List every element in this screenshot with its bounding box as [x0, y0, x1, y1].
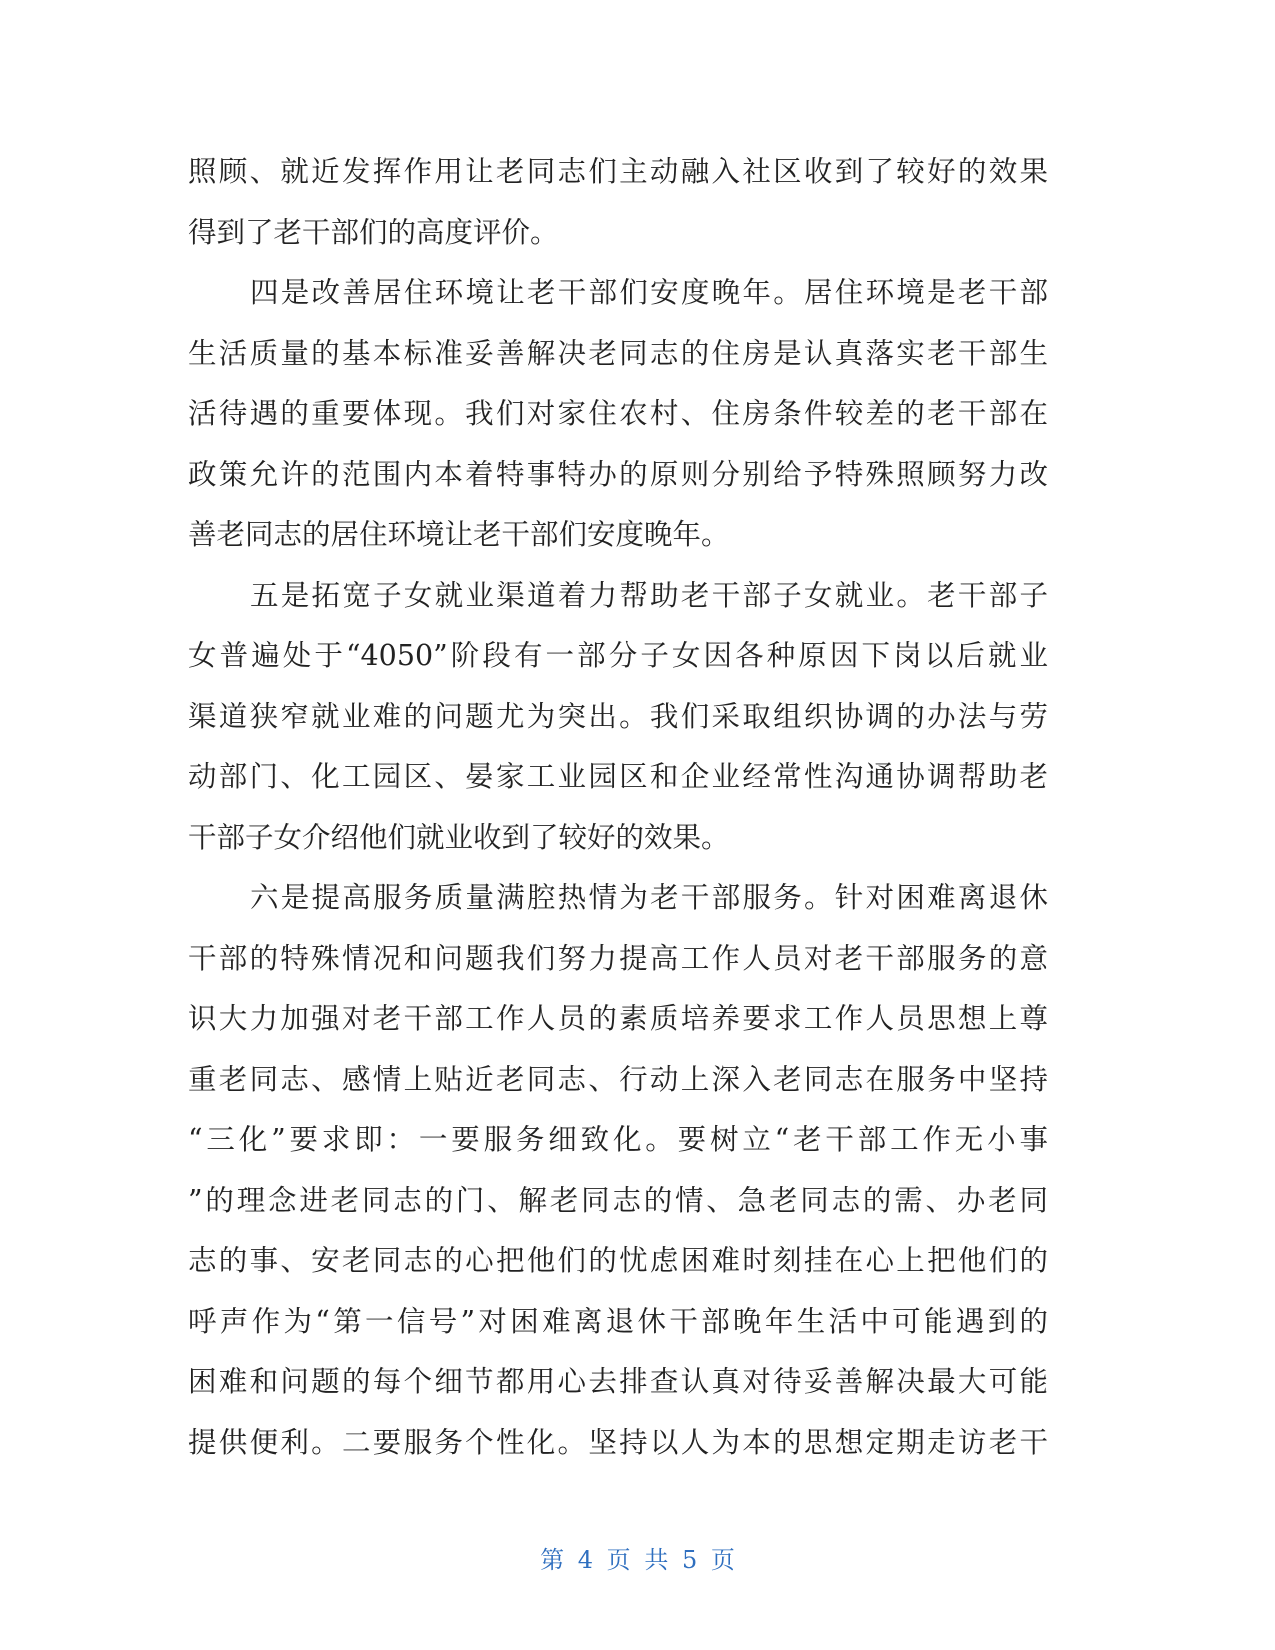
text-line: 女普遍处于“4050”阶段有一部分子女因各种原因下岗以后就业 — [188, 639, 1048, 672]
text-line: 五是拓宽子女就业渠道着力帮助老干部子女就业。老干部子 — [250, 578, 1048, 612]
text-line: 困难和问题的每个细节都用心去排查认真对待妥善解决最大可能 — [188, 1365, 1048, 1398]
text-line: 生活质量的基本标准妥善解决老同志的住房是认真落实老干部生 — [188, 336, 1048, 370]
text-line: ”的理念进老同志的门、解老同志的情、急老同志的需、办老同 — [188, 1183, 1048, 1217]
text-line: 提供便利。二要服务个性化。坚持以人为本的思想定期走访老干 — [188, 1425, 1048, 1459]
text-line: 得到了老干部们的高度评价。 — [188, 215, 559, 249]
text-line: 照顾、就近发挥作用让老同志们主动融入社区收到了较好的效果 — [188, 155, 1048, 188]
text-line: 识大力加强对老干部工作人员的素质培养要求工作人员思想上尊 — [188, 1002, 1048, 1035]
footer-current-page: 4 — [577, 1546, 594, 1574]
text-line: 呼声作为“第一信号”对困难离退休干部晚年生活中可能遇到的 — [188, 1304, 1048, 1338]
text-line: 志的事、安老同志的心把他们的忧虑困难时刻挂在心上把他们的 — [188, 1244, 1048, 1277]
text-line: 干部的特殊情况和问题我们努力提高工作人员对老干部服务的意 — [188, 941, 1048, 975]
text-line: “三化”要求即：一要服务细致化。要树立“老干部工作无小事 — [188, 1123, 1048, 1156]
footer-total-pages: 5 — [681, 1546, 698, 1574]
text-line: 动部门、化工园区、晏家工业园区和企业经常性沟通协调帮助老 — [188, 760, 1048, 793]
footer-page-word: 页 — [606, 1546, 631, 1574]
text-line: 善老同志的居住环境让老干部们安度晚年。 — [188, 518, 730, 551]
text-line: 活待遇的重要体现。我们对家住农村、住房条件较差的老干部在 — [188, 397, 1048, 430]
text-line: 渠道狭窄就业难的问题尤为突出。我们采取组织协调的办法与劳 — [188, 699, 1048, 733]
footer-total-word: 共 — [644, 1546, 669, 1574]
text-line: 重老同志、感情上贴近老同志、行动上深入老同志在服务中坚持 — [188, 1062, 1048, 1096]
text-line: 干部子女介绍他们就业收到了较好的效果。 — [188, 820, 730, 854]
body-text — [188, 142, 1048, 1473]
footer-suffix: 页 — [710, 1546, 735, 1574]
text-line: 政策允许的范围内本着特事特办的原则分别给予特殊照顾努力改 — [188, 457, 1048, 491]
footer-prefix: 第 — [540, 1546, 565, 1574]
text-line: 四是改善居住环境让老干部们安度晚年。居住环境是老干部 — [250, 276, 1048, 309]
page-footer — [0, 1540, 1275, 1575]
text-line: 六是提高服务质量满腔热情为老干部服务。针对困难离退休 — [250, 881, 1048, 914]
